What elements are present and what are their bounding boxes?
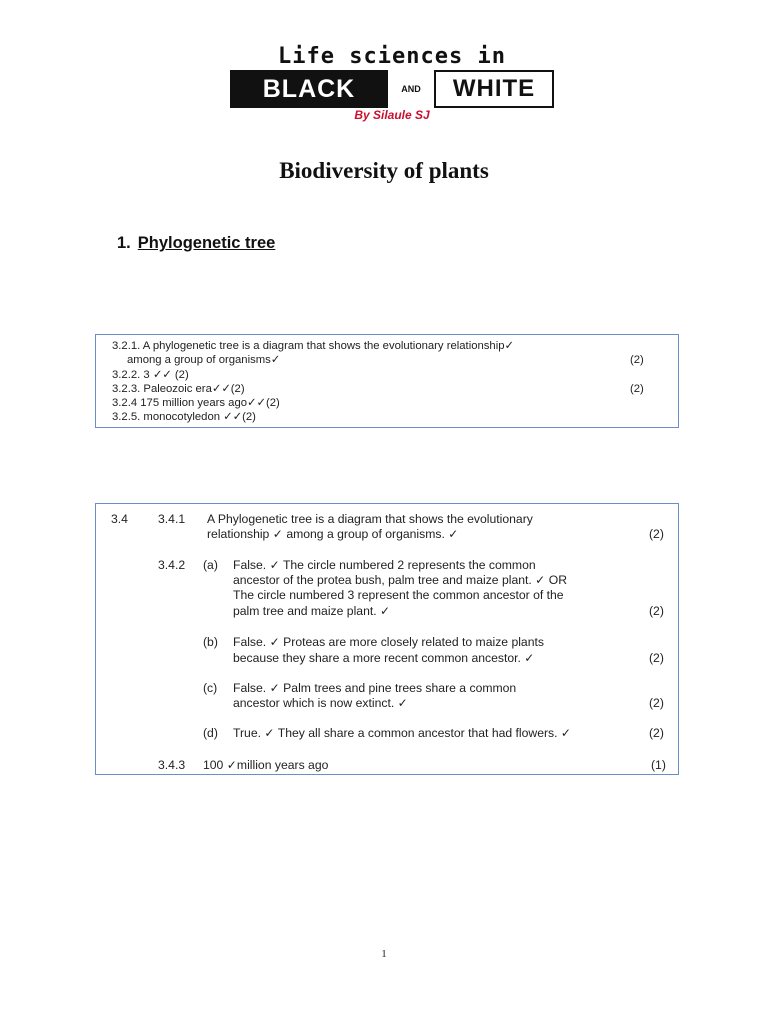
- section-heading: [117, 234, 275, 253]
- sub-question-label: (c): [203, 681, 218, 695]
- question-number: 3.4.2: [158, 558, 186, 572]
- mark-allocation: (2): [649, 651, 664, 665]
- answer-line: 3.2.2. 3 ✓✓ (2): [112, 369, 189, 381]
- logo-and-text: AND: [401, 84, 421, 94]
- answer-box-3-2: [95, 334, 679, 428]
- answer-line: The circle numbered 3 represent the common ancestor of the: [233, 588, 564, 602]
- answer-line: ancestor of the protea bush, palm tree and maize plant. ✓ OR: [233, 573, 568, 587]
- answer-line: ancestor which is now extinct. ✓: [233, 696, 408, 710]
- answer-line: among a group of organisms✓: [127, 354, 281, 366]
- logo-byline: By Silaule SJ: [354, 108, 430, 122]
- mark-allocation: (2): [649, 696, 664, 710]
- answer-line: palm tree and maize plant. ✓: [233, 604, 391, 618]
- mark-allocation: (2): [630, 354, 644, 366]
- question-number: 3.4.3: [158, 758, 186, 772]
- sub-question-label: (a): [203, 558, 218, 572]
- logo-top-text: Life sciences in: [278, 44, 506, 69]
- answer-line: 3.2.1. A phylogenetic tree is a diagram that shows the evolutionary relationship✓: [112, 340, 514, 352]
- mark-allocation: (2): [649, 726, 664, 740]
- answer-line: 100 ✓million years ago: [203, 758, 329, 772]
- answer-line: relationship ✓ among a group of organisms. ✓: [207, 527, 459, 541]
- sub-question-label: (b): [203, 635, 218, 649]
- answer-line: True. ✓ They all share a common ancestor that had flowers. ✓: [233, 726, 572, 740]
- logo: [230, 44, 555, 126]
- question-number: 3.4.1: [158, 512, 186, 526]
- answer-line: 3.2.5. monocotyledon ✓✓(2): [112, 411, 256, 423]
- answer-line: False. ✓ Palm trees and pine trees share a common: [233, 681, 517, 695]
- answer-line: False. ✓ The circle numbered 2 represents the common: [233, 558, 536, 572]
- mark-allocation: (2): [649, 527, 664, 541]
- mark-allocation: (2): [649, 604, 664, 618]
- sub-question-label: (d): [203, 726, 218, 740]
- answer-box-3-4: [95, 503, 679, 775]
- answer-line: because they share a more recent common ancestor. ✓: [233, 651, 535, 665]
- section-heading-text: Phylogenetic tree: [137, 234, 276, 252]
- logo-black-block: BLACK: [230, 70, 388, 108]
- mark-allocation: (2): [630, 383, 644, 395]
- section-number: 1.: [117, 234, 131, 252]
- question-number: 3.4: [111, 512, 128, 526]
- answer-line: 3.2.3. Paleozoic era✓✓(2): [112, 383, 245, 395]
- logo-white-block: WHITE: [434, 70, 554, 108]
- answer-line: A Phylogenetic tree is a diagram that shows the evolutionary: [207, 512, 533, 526]
- mark-allocation: (1): [651, 758, 666, 772]
- page-title: Biodiversity of plants: [279, 158, 489, 183]
- answer-line: False. ✓ Proteas are more closely related to maize plants: [233, 635, 544, 649]
- answer-line: 3.2.4 175 million years ago✓✓(2): [112, 397, 280, 409]
- page-number: 1: [381, 948, 387, 960]
